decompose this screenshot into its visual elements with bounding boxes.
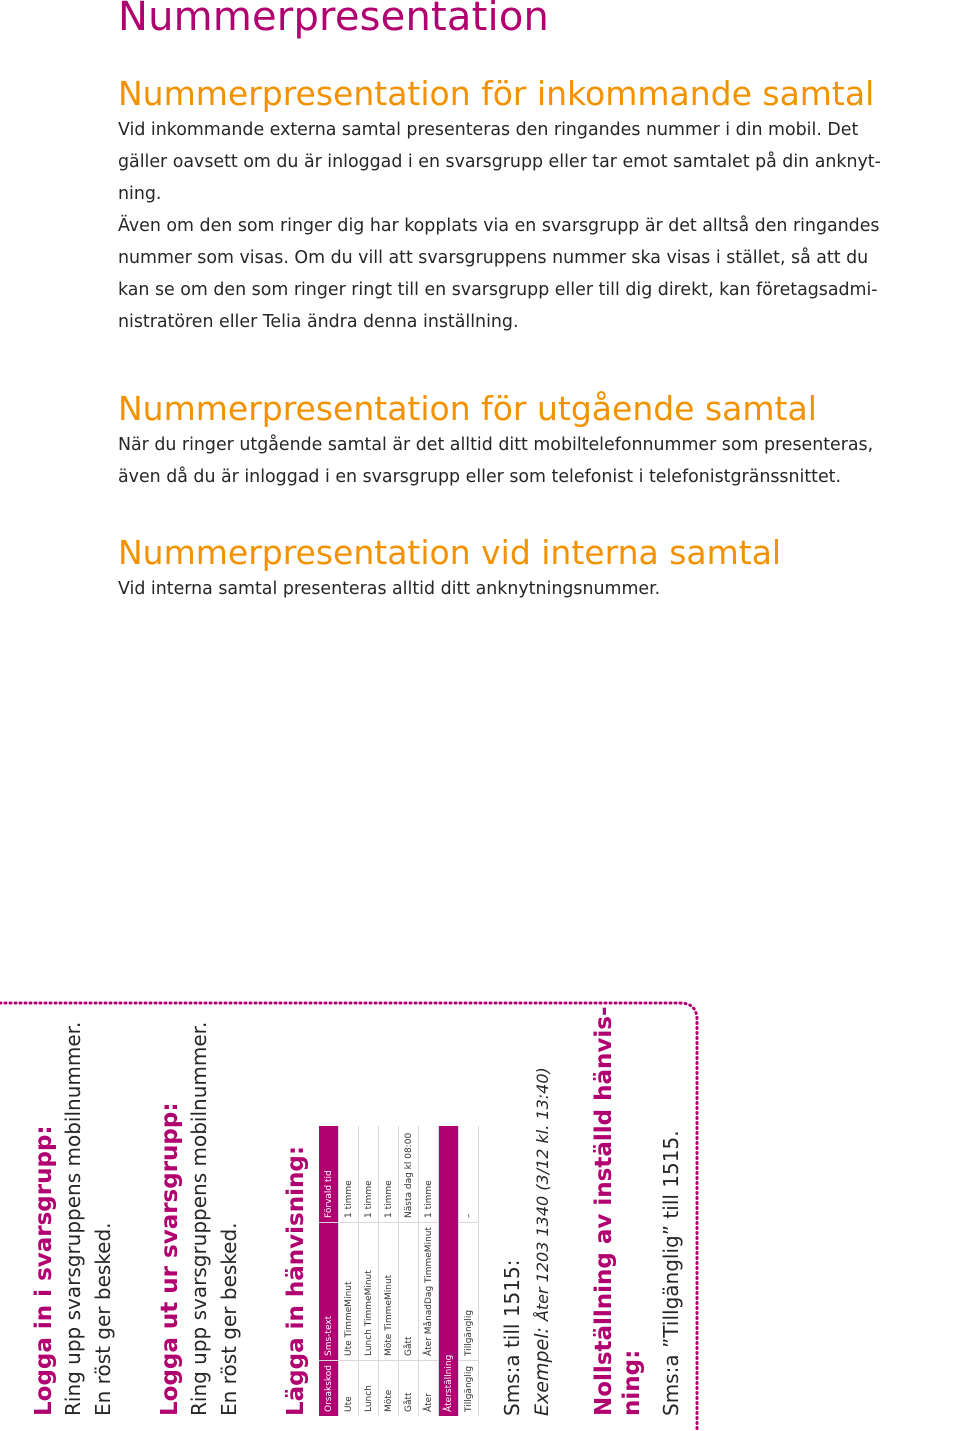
reset-heading-line-2: ning:: [619, 1349, 645, 1416]
text-line: nistratören eller Telia ändra denna inställning.: [118, 312, 519, 332]
example-text: [527, 976, 558, 1416]
logout-block: [156, 976, 244, 1416]
text-line: Även om den som ringer dig har kopplats via en svarsgrupp är det alltså den ringandes: [118, 216, 880, 236]
table-cell: 1 timme: [339, 1126, 359, 1223]
section-text-incoming: [118, 114, 948, 338]
table-cell: Lunch TimmeMinut: [359, 1222, 379, 1360]
text-line: gäller oavsett om du är inloggad i en svarsgrupp eller tar emot samtalet på din anknyt-: [118, 152, 881, 172]
section-heading-internal: Nummerpresentation vid interna samtal: [118, 533, 782, 572]
text-line: Vid inkommande externa samtal presenteras den ringandes nummer i din mobil. Det: [118, 120, 859, 140]
login-line-1: Ring upp svarsgruppens mobilnummer.: [61, 1021, 85, 1416]
text-line: Vid interna samtal presenteras alltid ditt anknytningsnummer.: [118, 579, 661, 599]
section-text-internal: [118, 573, 948, 605]
table-row: [379, 1126, 399, 1416]
table-header-cell: Orsakskod: [319, 1361, 339, 1417]
table-section-label: Återställning: [439, 1126, 459, 1416]
login-line-2: En röst ger besked.: [91, 1222, 115, 1416]
quick-reference-card: [0, 976, 720, 1416]
redirect-heading: Lägga in hänvisning:: [283, 1145, 309, 1416]
sms-to-text: Sms:a till 1515:: [500, 1259, 524, 1416]
login-heading: Logga in i svarsgrupp:: [31, 1125, 57, 1416]
table-cell: Nästa dag kl 08:00: [399, 1126, 419, 1223]
table-cell: Ute TimmeMinut: [339, 1222, 359, 1360]
text-line: kan se om den som ringer ringt till en svarsgrupp eller till dig direkt, kan företagsadmi-: [118, 280, 878, 300]
table-cell: Lunch: [359, 1361, 379, 1417]
table-cell: Åter: [419, 1361, 439, 1417]
section-heading-incoming: Nummerpresentation för inkommande samtal: [118, 74, 875, 113]
reset-block: [590, 976, 686, 1416]
text-line: När du ringer utgående samtal är det alltid ditt mobiltelefonnummer som presenteras,: [118, 435, 874, 455]
table-section-row: [439, 1126, 459, 1416]
page-title: Nummerpresentation: [118, 0, 550, 40]
logout-heading: Logga ut ur svarsgrupp:: [157, 1102, 183, 1416]
table-row: [339, 1126, 359, 1416]
table-row: [359, 1126, 379, 1416]
table-cell: Ute: [339, 1361, 359, 1417]
table-cell: Tillgänglig: [459, 1361, 479, 1417]
table-cell: Tillgänglig: [459, 1222, 479, 1360]
text-line: även då du är inloggad i en svarsgrupp eller som telefonist i telefonistgränssnittet.: [118, 467, 842, 487]
login-block: [30, 976, 118, 1416]
table-cell: 1 timme: [379, 1126, 399, 1223]
text-line: nummer som visas. Om du vill att svarsgruppens nummer ska visas i stället, så att du: [118, 248, 869, 268]
table-header-cell: Förvald tid: [319, 1126, 339, 1223]
reset-heading-line-1: Nollställning av inställd hänvis-: [591, 1006, 617, 1416]
example-value: Åter 1203 1340 (3/12 kl. 13:40): [533, 1067, 552, 1322]
logout-line-2: En röst ger besked.: [217, 1222, 241, 1416]
table-row: [459, 1126, 479, 1416]
table-header-cell: Sms-text: [319, 1222, 339, 1360]
table-header-row: [319, 1126, 339, 1416]
table-cell: 1 timme: [359, 1126, 379, 1223]
section-heading-outgoing: Nummerpresentation för utgående samtal: [118, 389, 817, 428]
table-cell: 1 timme: [419, 1126, 439, 1223]
table-cell: Gått: [399, 1361, 419, 1417]
table-cell: Möte: [379, 1361, 399, 1417]
redirect-block: [282, 976, 558, 1416]
table-cell: Möte TimmeMinut: [379, 1222, 399, 1360]
text-line: ning.: [118, 184, 162, 204]
section-text-outgoing: [118, 429, 948, 493]
redirect-table: [319, 1126, 479, 1416]
table-cell: Gått: [399, 1222, 419, 1360]
table-cell: Åter MånadDag TimmeMinut: [419, 1222, 439, 1360]
table-cell: –: [459, 1126, 479, 1223]
logout-line-1: Ring upp svarsgruppens mobilnummer.: [187, 1021, 211, 1416]
example-label: Exempel:: [531, 1327, 553, 1416]
reset-text: Sms:a ”Tillgänglig” till 1515.: [659, 1130, 683, 1416]
table-row: [419, 1126, 439, 1416]
table-row: [399, 1126, 419, 1416]
